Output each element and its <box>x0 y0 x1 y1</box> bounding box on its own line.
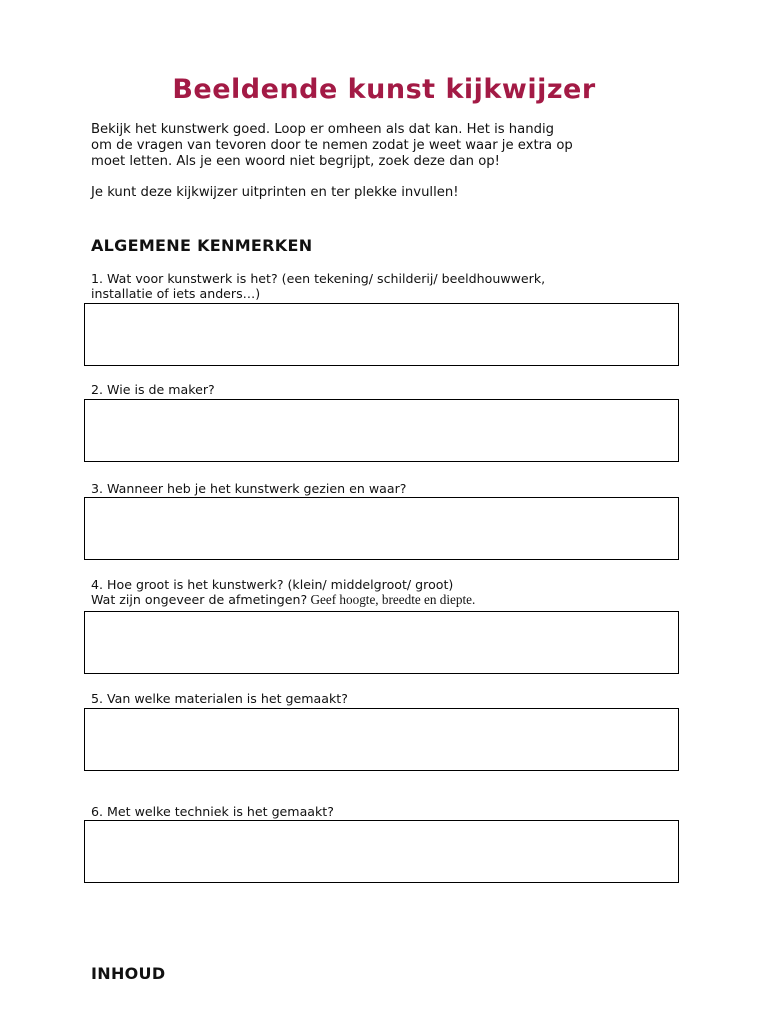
question-text-line2 <box>91 592 691 607</box>
section-heading-algemene-kenmerken: ALGEMENE KENMERKEN <box>91 236 313 255</box>
answer-field-6[interactable] <box>84 820 679 883</box>
answer-field-5[interactable] <box>84 708 679 771</box>
answer-field-3[interactable] <box>84 497 679 560</box>
question-text: 6. Met welke techniek is het gemaakt? <box>91 804 334 819</box>
page-title: Beeldende kunst kijkwijzer <box>172 74 596 105</box>
question-3 <box>91 481 691 496</box>
question-6 <box>91 804 691 819</box>
question-text: installatie of iets anders…) <box>91 286 261 301</box>
question-text: 2. Wie is de maker? <box>91 382 215 397</box>
question-text: 1. Wat voor kunstwerk is het? (een tekening/ schilderij/ beeldhouwwerk, <box>91 271 546 286</box>
question-4 <box>91 577 691 607</box>
question-text: 3. Wanneer heb je het kunstwerk gezien en waar? <box>91 481 407 496</box>
section-heading-inhoud: INHOUD <box>91 964 166 983</box>
intro-print-note: Je kunt deze kijkwijzer uitprinten en ter plekke invullen! <box>91 185 459 200</box>
answer-field-4[interactable] <box>84 611 679 674</box>
question-2 <box>91 382 691 397</box>
question-text: 4. Hoe groot is het kunstwerk? (klein/ middelgroot/ groot) <box>91 577 454 592</box>
question-text: 5. Van welke materialen is het gemaakt? <box>91 691 348 706</box>
question-hint: Geef hoogte, breedte en diepte. <box>307 592 476 607</box>
question-text: Wat zijn ongeveer de afmetingen? <box>91 592 308 607</box>
question-5 <box>91 691 691 706</box>
question-1 <box>91 271 691 301</box>
intro-text <box>91 122 691 201</box>
intro-line: moet letten. Als je een woord niet begrijpt, zoek deze dan op! <box>91 154 500 169</box>
intro-line: Bekijk het kunstwerk goed. Loop er omheen als dat kan. Het is handig <box>91 122 554 137</box>
answer-field-2[interactable] <box>84 399 679 462</box>
answer-field-1[interactable] <box>84 303 679 366</box>
intro-line: om de vragen van tevoren door te nemen zodat je weet waar je extra op <box>91 138 573 153</box>
